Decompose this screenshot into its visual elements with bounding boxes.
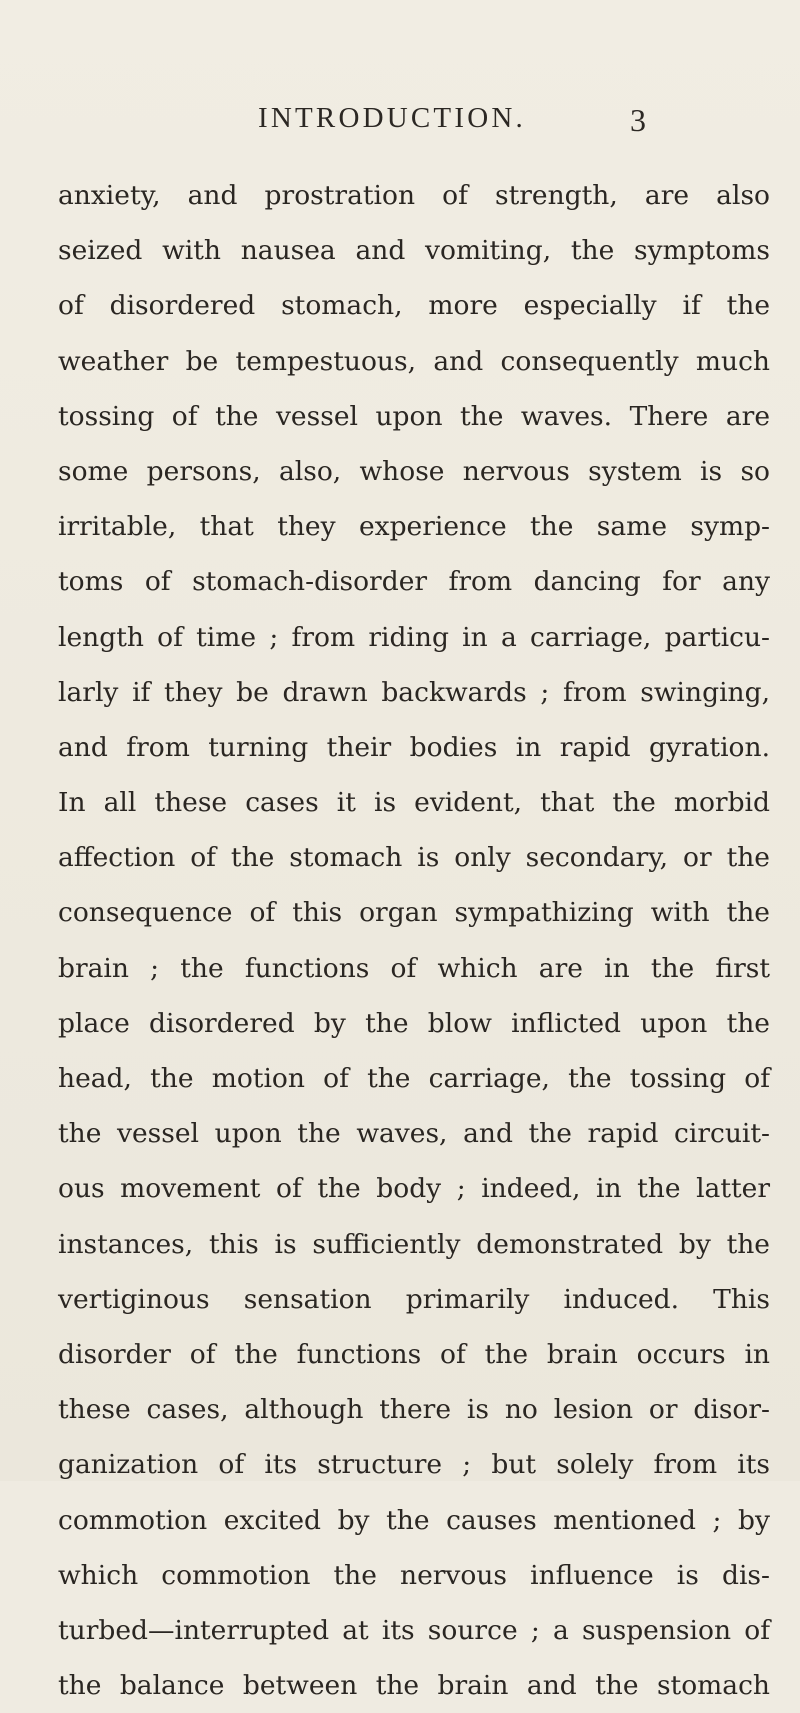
body-paragraph (58, 168, 770, 1713)
text-line: affection of the stomach is only secondary, or the (58, 842, 770, 874)
text-line: irritable, that they experience the same symp- (58, 511, 770, 543)
text-line: which commotion the nervous influence is dis- (58, 1559, 770, 1591)
text-line: some persons, also, whose nervous system is so (58, 455, 770, 487)
text-line: larly if they be drawn backwards ; from swinging, (58, 676, 770, 708)
text-line: commotion excited by the causes mentioned ; by (58, 1504, 770, 1536)
text-line: anxiety, and prostration of strength, are also (58, 180, 770, 211)
text-line: place disordered by the blow inflicted upon the (58, 1007, 770, 1039)
text-line: seized with nausea and vomiting, the symptoms (58, 235, 770, 267)
page-number: 3 (630, 102, 646, 138)
text-line: weather be tempestuous, and consequently much (58, 345, 770, 377)
text-line: ganization of its structure ; but solely from its (58, 1449, 770, 1481)
text-line: and from turning their bodies in rapid gyration. (58, 731, 770, 763)
text-line: consequence of this organ sympathizing with the (58, 897, 770, 929)
text-line: brain ; the functions of which are in the first (58, 952, 770, 984)
text-line: toms of stomach-disorder from dancing for any (58, 566, 770, 598)
text-line: length of time ; from riding in a carriage, particu- (58, 621, 770, 653)
text-line: the vessel upon the waves, and the rapid circuit- (58, 1118, 770, 1150)
text-line: vertiginous sensation primarily induced. This (58, 1283, 770, 1315)
text-line: these cases, although there is no lesion or disor- (58, 1394, 770, 1426)
text-line: In all these cases it is evident, that the morbid (58, 787, 770, 819)
text-line: of disordered stomach, more especially if the (58, 290, 770, 322)
text-line: head, the motion of the carriage, the tossing of (58, 1063, 770, 1094)
text-line: ous movement of the body ; indeed, in the latter (58, 1173, 770, 1205)
running-head (0, 102, 800, 142)
text-line: turbed—interrupted at its source ; a suspension of (58, 1614, 770, 1646)
text-line: instances, this is sufficiently demonstrated by the (58, 1228, 770, 1260)
text-line: tossing of the vessel upon the waves. There are (58, 400, 770, 432)
running-title: INTRODUCTION. (258, 102, 526, 134)
text-line: the balance between the brain and the stomach (58, 1670, 770, 1702)
text-line: disorder of the functions of the brain occurs in (58, 1338, 770, 1370)
